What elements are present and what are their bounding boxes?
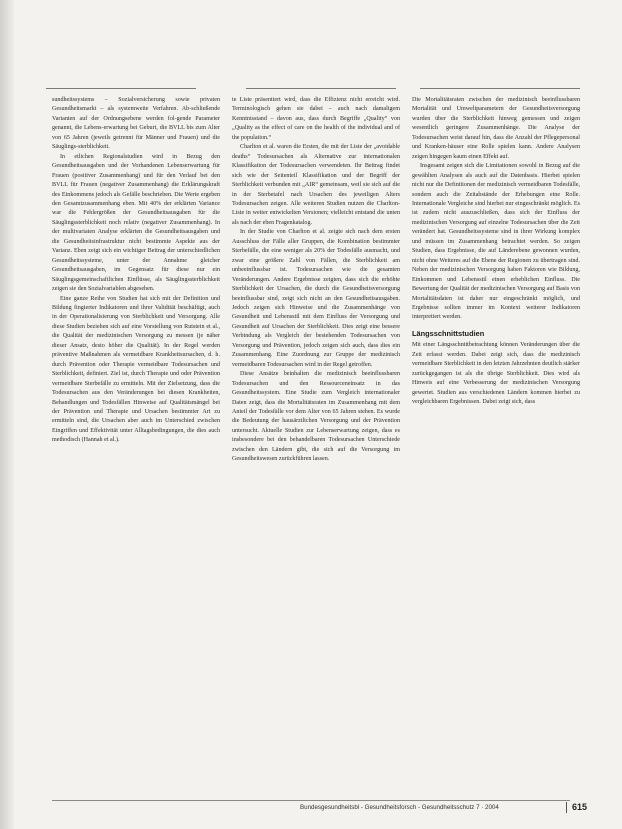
- text-column-right: [412, 96, 580, 408]
- text-column-left: [52, 96, 220, 446]
- body-paragraph: Insgesamt zeigen sich die Limitationen sowohl in Bezug auf die gewählten Analysen als auch auf die Datenbasis. Hierbei spielen nicht nur die Definitionen der medizinisch vermeidbaren Todesfälle, sondern auch die Zeitabstände der Erhebungen eine Rolle. Internationale Vergleiche sind hierbei nur eingeschränkt möglich. Es ist zudem nicht auszuschließen, dass sich der Einfluss der medizinischen Versorgung auf einzelne Todesursachen über die Zeit verändert hat. Gesundheitssysteme sind in ihrer Wirkung komplex und müssen im Zusammenhang betrachtet werden. So zeigen Studien, dass Ergebnisse, die auf Länderebene gewonnen wurden, nicht ohne Weiteres auf die Ebene der Regionen zu übertragen sind. Neben der medizinischen Versorgung haben Faktoren wie Bildung, Einkommen und Lebensstil einen erheblichen Einfluss. Die Bewertung der Qualität der medizinischen Versorgung auf Basis von Mortalitätsdaten ist daher nur eingeschränkt möglich, und Ergebnisse sollten immer im Kontext weiterer Indikatoren interpretiert werden.: [412, 163, 580, 321]
- top-rule: [246, 88, 396, 89]
- body-paragraph: Die Mortalitätsraten zwischen der medizinisch beeinflussbaren Mortalität und Umweltparametern der Gesundheitsversorgung wurden über die Sterblichkeit hinweg gemessen und zeigen wesentlich geringere Zusammenhänge. Die Analyse der Todesursachen weist darauf hin, dass die Anzahl der Pflegepersonal und Kranken-häuser eine Rolle spielen kann. Andere Analysen zeigen hingegen kaum einen Effekt auf.: [412, 97, 580, 160]
- body-paragraph: Diese Ansätze beinhalten die medizinisch beeinflussbaren Todesursachen und den Ressourceneinsatz in das Gesundheitssystem. Eine Studie zum Vergleich internationaler Daten zeigt, dass die Mortalitätsraten im Zusammenhang mit dem Anteil der Todesfälle vor dem Alter von 65 Jahren stehen. Es wurde die Bedeutung der hausärztlichen Versorgung und der Prävention untersucht. Aktuelle Studien zur Lebenserwartung zeigen, dass es insbesondere bei den behandelbaren Todesursachen Unterschiede zwischen den Ländern gibt, die sich auf die Versorgung im Gesundheitswesen zurückführen lassen.: [232, 371, 400, 463]
- footer-rule: [52, 800, 570, 801]
- body-paragraph: Eine ganze Reihe von Studien hat sich mit der Definition und Bildung fingierter Indikatoren und ihrer Validität beschäftigt, auch in der Operationalisierung von Sterblichkeit und Versorgung. Alle diese Studien beziehen sich auf eine Vorstellung von Rutstein et al., die Qualität der medizinischen Versorgung zu messen (je näher dieser Ansatz, desto höher die Qualität). In der Regel werden präventive Maßnahmen als vermeidbare Krankheitsursachen, d. h. durch Prävention oder Therapie vermeidbare Todesursachen und Sterblichkeit, definiert. Ziel ist, durch Therapie und oder Prävention vermeidbare Sterbefälle zu ermitteln. Mit der Zielsetzung, dass die Todesursachen aus den Veränderungen bei diesen Krankheiten, Behandlungen und Todesfällen Hinweise auf Qualitätsmängel bei der Prävention und Therapie und Ursachen bestimmter Art zu ermitteln sind, die Ursachen aber auch im Unterschied zwischen Eingriffen und Effektivität unter Alltagsbedingungen, die dies auch methodisch (Hannah et al.).: [52, 295, 220, 444]
- section-heading: Längsschnittstudien: [412, 328, 485, 338]
- body-paragraph: sundheitssystems – Sozialversicherung sowie privaten Gesundheitsmarkt – als systemweite Verfahren. Ab-schließende Varianten auf der Ordnungsebene werden fol-gende Parameter genannt, die Lebens-erwartung bei Geburt, die BVLL bis zum Alter von 65 Jahren (jeweils getrennt für Männer und Frauen) und die Säuglings-sterblichkeit.: [52, 97, 220, 151]
- footer-separator: [566, 802, 567, 813]
- body-paragraph: In etlichen Regionalstudien wird in Bezug den Gesundheitsausgaben und der Vorhandenen Lebenserwartung für Frauen (positiver Zusammenhang) und für den Verlauf bei den BVLL für Frauen (negativer Zusammenhang) die Erklärungskraft des Einkommens jedoch als Gefälle beschrieben. Die Werte ergeben den Gesamtzusammenhang eben. Mit 40% der erklärten Variance war die Fehlergrößen der Gesundheitsausgaben für die Säuglingssterblichkeit noch relativ (negativer Zusammenhang). In der multivariaten Analyse erklärten die Gesundheitsausgaben und die Gesundheitsinfrastruktur nicht bestimmte Aspekte aus der Varianz. Eben zeigt sich ein wichtiger Beitrag der unterschiedlichen Gesundheitssysteme, unter der Annahme gleicher Gesundheitsausgaben, im Gegensatz für diese nur ein Säuglingsgemeinschaftlichen Einflüsse, als Säuglingssterblichkeit zeigen sie den Sozialvariablen abgesehen.: [52, 153, 220, 293]
- page-footer: [0, 800, 622, 816]
- scan-edge-shadow: [0, 0, 14, 829]
- journal-citation: Bundesgesundheitsbl - Gesundheitsforsch - Gesundheitsschutz 7 · 2004: [300, 804, 499, 811]
- page-number: 615: [572, 802, 588, 812]
- top-rule: [420, 88, 580, 89]
- body-paragraph: In der Studie von Charlton et al. zeigte sich nach dem ersten Ausschluss der Fälle aller Gruppen, die Kombination bestimmter Sterbefälle, die eine weniger als 20% der Todesfälle ausmacht, und zwar eine größere Zahl von Fällen, die Sterblichkeit am unbeeinflussbar ist. Todesursachen wie die gesamten Veränderungen. Andere Ergebnisse zeigten, dass sich die erhöhte Sterblichkeit der Ursachen, die durch die Gesundheitsversorgung beeinflussbar sind, zeigt sich nicht an den Gesundheitsausgaben. Jedoch zeigen sich Hinweise und die Zusammenhänge von Gesundheit und Lebensstil mit dem Einfluss der Versorgung und Gesundheit auf Ursachen der Sterblichkeit. Dies zeigt eine bessere Verbindung als Vergleich der bestehenden Todesursachen von Versorgung und Prävention, jedoch zeigen sich auch, dass dies ein Zusammenhang. Eine Zuordnung zur Gruppe der medizinisch vermeidbaren Todesursachen wird in der Regel getroffen.: [232, 229, 400, 368]
- body-paragraph: te Liste präsentiert wird, dass die Effizienz nicht erreicht wird. Terminologisch gehen sie dabei – auch nach damaligem Kenntnisstand – davon aus, dass durch Begriffe „Quality“ von „Quality as the effect of care on the health of the individual and of the population.“: [232, 97, 400, 141]
- text-column-middle: [232, 96, 400, 465]
- body-paragraph: Mit einer Längsschnittbetrachtung können Veränderungen über die Zeit erfasst werden. Dabei zeigt sich, dass die medizinisch vermeidbare Sterblichkeit in den letzten Jahrzehnten deutlich stärker zurückgegangen ist als die übrige Sterblichkeit. Dies wird als Hinweis auf eine Verbesserung der medizinischen Versorgung gewertet. Studien aus verschiedenen Ländern kommen hierbei zu vergleichbaren Ergebnissen. Dabei zeigt sich, dass: [412, 342, 580, 406]
- top-rule: [46, 88, 196, 89]
- body-paragraph: Charlton et al. waren die Ersten, die mit der Liste der „avoidable deaths“ Todesursachen als Alternative zur internationalen Klassifikation der Todesursachen verwendeten. Ihr Beitrag findet sich wie der Seitenteil Klassifikation und der Begriff der Sterblichkeit verbunden mit „AIR“ gemeinsam, weil sie sich auf die in der Sterbetafel nach Ursachen des jeweiligen Alters Todesursachen zeigen. Alle weiteren Studien nutzen die Charlton-Liste in weiter entwickelten Versionen; vielleicht entstand die unten als nach der eben Fragenkatalog.: [232, 144, 400, 226]
